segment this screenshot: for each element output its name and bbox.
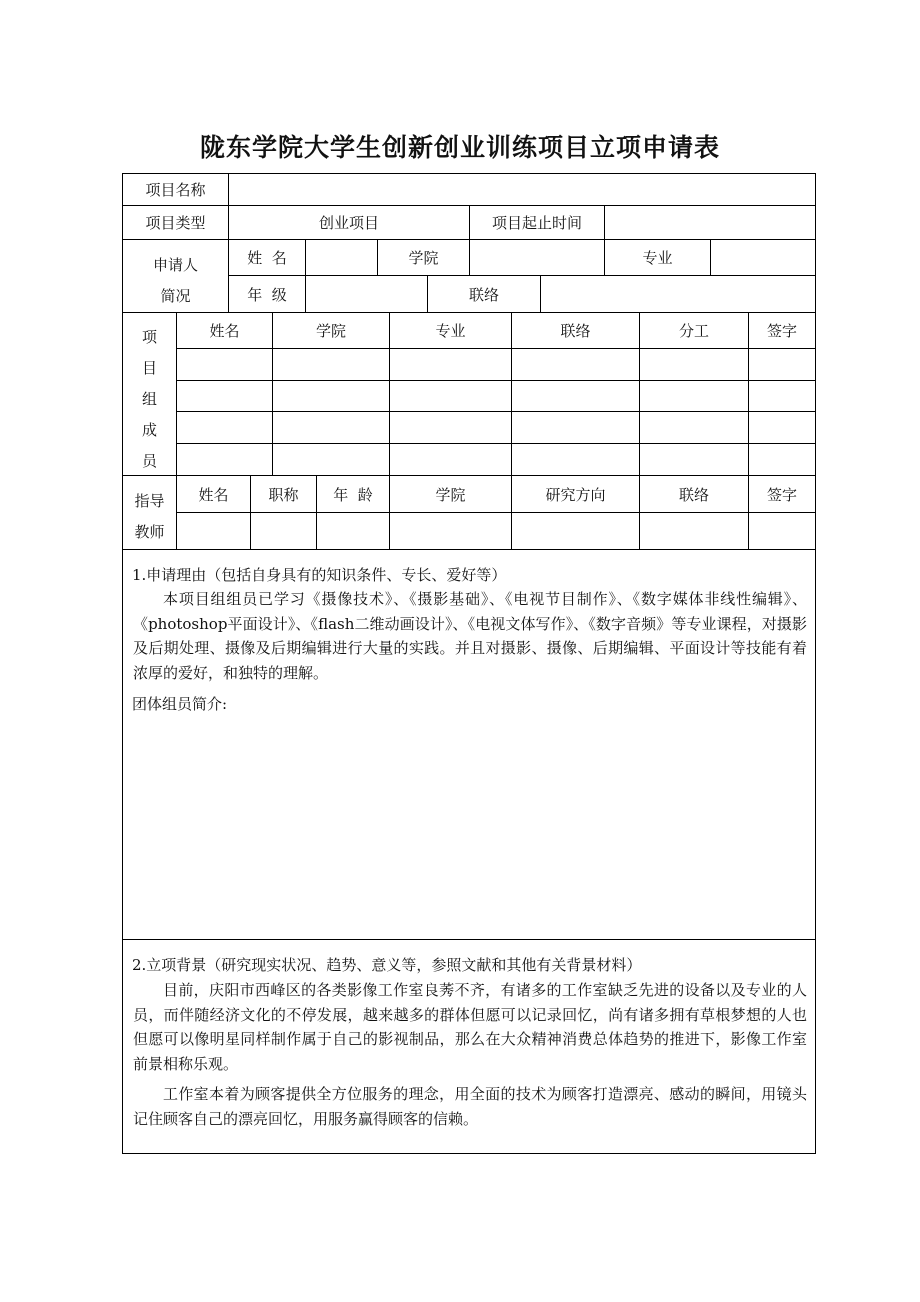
- project-type-value[interactable]: 创业项目: [318, 214, 379, 232]
- applicant-label-line1: 申请人: [152, 255, 198, 274]
- advisor-header-age: 年 龄: [333, 485, 373, 504]
- table-bottom-border: [122, 1153, 816, 1154]
- form-title: 陇东学院大学生创新创业训练项目立项申请表: [199, 133, 720, 162]
- project-name-label: 项目名称: [145, 181, 206, 199]
- advisor-label-line1: 指导: [134, 491, 165, 510]
- advisor-header-college: 学院: [435, 485, 466, 504]
- members-header-major: 专业: [435, 322, 466, 340]
- members-label-char: 成: [141, 421, 157, 439]
- project-name-field[interactable]: [229, 174, 815, 205]
- applicant-name-field[interactable]: [306, 240, 377, 275]
- section1-heading: 1.申请理由（包括自身具有的知识条件、专长、爱好等）: [132, 566, 507, 584]
- members-label-char: 组: [141, 390, 157, 408]
- table-left-border: [122, 173, 123, 1154]
- section1-body: 本项目组组员已学习《摄像技术》、《摄影基础》、《电视节目制作》、《数字媒体非线性编辑》、《photoshop平面设计》、《flash二维动画设计》、《电视文体写作》、《数字音频》等专业课程，对摄影及后期处理、摄像及后期编辑进行大量的实践。并且对摄影、摄像、后期编辑、平面设计等技能有着浓厚的爱好，和独特的理解。: [133, 590, 807, 682]
- project-type-label: 项目类型: [145, 214, 206, 232]
- applicant-major-field[interactable]: [711, 240, 815, 275]
- applicant-label-line2: 简况: [160, 286, 191, 305]
- section2-para1: 目前，庆阳市西峰区的各类影像工作室良莠不齐，有诸多的工作室缺乏先进的设备以及专业的人员，而伴随经济文化的不停发展，越来越多的群体但愿可以记录回忆，尚有诸多拥有草根梦想的人也但愿可以像明星同样制作属于自己的影视制品，那么在大众精神消费总体趋势的推进下，影像工作室前景相称乐观。: [133, 981, 807, 1073]
- applicant-contact-label: 联络: [468, 285, 499, 304]
- advisor-label-line2: 教师: [134, 522, 165, 541]
- project-period-field[interactable]: [605, 206, 815, 239]
- applicant-grade-label: 年 级: [247, 285, 287, 304]
- applicant-major-label: 专业: [642, 249, 673, 267]
- members-header-role: 分工: [678, 322, 709, 340]
- members-label-char: 员: [141, 452, 157, 470]
- applicant-grade-field[interactable]: [306, 276, 427, 312]
- advisor-header-signature: 签字: [766, 485, 797, 504]
- members-header-college: 学院: [315, 322, 346, 340]
- row-divider: [176, 512, 816, 513]
- members-label-char: 目: [141, 359, 157, 377]
- section2-para2: 工作室本着为顾客提供全方位服务的理念，用全面的技术为顾客打造漂亮、感动的瞬间，用镜头记住顾客自己的漂亮回忆，用服务赢得顾客的信赖。: [133, 1085, 807, 1128]
- applicant-college-field[interactable]: [470, 240, 604, 275]
- section-divider: [122, 939, 816, 940]
- members-label-char: 项: [141, 328, 157, 346]
- group-intro-label: 团体组员简介:: [132, 695, 228, 713]
- members-header-contact: 联络: [560, 322, 591, 340]
- project-period-label: 项目起止时间: [491, 214, 582, 232]
- advisor-header-contact: 联络: [678, 485, 709, 504]
- applicant-name-label: 姓 名: [247, 249, 287, 267]
- members-header-name: 姓名: [209, 322, 240, 340]
- applicant-college-label: 学院: [408, 249, 439, 267]
- advisor-header-research: 研究方向: [545, 485, 606, 504]
- section2-heading: 2.立项背景（研究现实状况、趋势、意义等，参照文献和其他有关背景材料）: [132, 956, 642, 974]
- advisor-header-name: 姓名: [198, 485, 229, 504]
- applicant-contact-field[interactable]: [541, 276, 815, 312]
- advisor-header-title: 职称: [268, 485, 299, 504]
- row-divider: [122, 549, 816, 550]
- table-right-border: [815, 173, 816, 1154]
- members-header-signature: 签字: [766, 322, 797, 340]
